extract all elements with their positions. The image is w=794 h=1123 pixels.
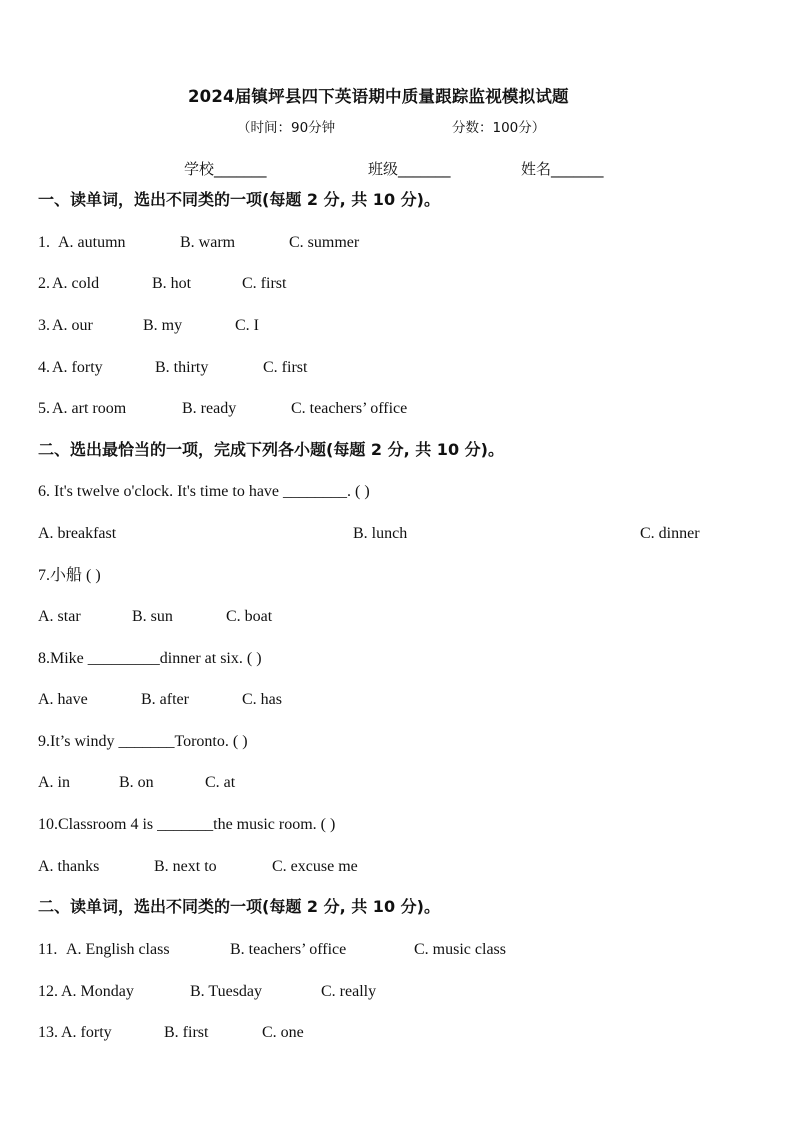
- option-a: A. Monday: [61, 983, 134, 1000]
- option-b: B. Tuesday: [190, 983, 263, 1000]
- option-c: C. first: [263, 359, 308, 376]
- exam-score: 分数：100分）: [452, 120, 546, 136]
- question-10-option-b: B. next to: [154, 858, 217, 875]
- option-a: A. autumn: [58, 234, 126, 251]
- question-number: 2.: [38, 275, 50, 292]
- option-b: B. ready: [182, 400, 237, 417]
- question-9-option-c: C. at: [205, 774, 236, 791]
- question-12: [38, 982, 377, 1002]
- question-13: [38, 1023, 304, 1043]
- question-10-option-c: C. excuse me: [272, 858, 358, 875]
- question-number: 11.: [38, 941, 58, 958]
- option-a: A. cold: [52, 275, 100, 292]
- option-b: B. teachers’ office: [230, 941, 347, 958]
- question-number: 1.: [38, 234, 50, 251]
- question-number: 5.: [38, 400, 50, 417]
- question-number: 12.: [38, 983, 58, 1000]
- class-field: 班级_______: [368, 160, 451, 178]
- option-c: C. teachers’ office: [291, 400, 408, 417]
- question-7-option-a: A. star: [38, 608, 81, 625]
- question-8-option-b: B. after: [141, 691, 189, 708]
- question-7-option-c: C. boat: [226, 608, 273, 625]
- question-8-option-a: A. have: [38, 691, 88, 708]
- option-c: C. one: [262, 1024, 304, 1041]
- option-b: B. warm: [180, 234, 236, 251]
- question-1: [38, 233, 360, 253]
- option-c: C. music class: [414, 941, 506, 958]
- question-10-option-a: A. thanks: [38, 858, 100, 875]
- option-a: A. forty: [52, 359, 103, 376]
- school-field: 学校_______: [184, 160, 267, 178]
- page-title: 2024届镇坪县四下英语期中质量跟踪监视模拟试题: [188, 87, 569, 106]
- section-1-heading: 一、读单词，选出不同类的一项(每题 2 分, 共 10 分)。: [38, 190, 440, 209]
- question-10-stem: 10.Classroom 4 is _______the music room. ( ): [38, 816, 336, 833]
- question-5: [38, 399, 408, 419]
- option-c: C. really: [321, 983, 377, 1000]
- question-6-option-a: A. breakfast: [38, 525, 117, 542]
- exam-time: （时间：90分钟: [237, 120, 336, 136]
- name-field: 姓名_______: [521, 160, 604, 178]
- option-c: C. I: [235, 317, 259, 334]
- question-number: 3.: [38, 317, 50, 334]
- question-11: [38, 940, 506, 960]
- option-b: B. my: [143, 317, 183, 334]
- option-a: A. art room: [52, 400, 127, 417]
- question-4: [38, 358, 308, 378]
- question-7-option-b: B. sun: [132, 608, 173, 625]
- question-3: [38, 316, 259, 336]
- option-b: B. first: [164, 1024, 209, 1041]
- question-9-stem: 9.It’s windy _______Toronto. ( ): [38, 733, 248, 750]
- question-number: 13.: [38, 1024, 58, 1041]
- option-a: A. forty: [61, 1024, 112, 1041]
- question-number: 4.: [38, 359, 50, 376]
- question-6-option-c: C. dinner: [640, 525, 700, 542]
- option-a: A. English class: [66, 941, 170, 958]
- option-c: C. first: [242, 275, 287, 292]
- question-9-option-b: B. on: [119, 774, 154, 791]
- option-c: C. summer: [289, 234, 360, 251]
- question-7-stem: 7.小船 ( ): [38, 567, 101, 584]
- section-3-heading: 二、读单词，选出不同类的一项(每题 2 分, 共 10 分)。: [38, 897, 440, 916]
- question-6-stem: 6. It's twelve o'clock. It's time to have ________. ( ): [38, 483, 370, 500]
- section-2-heading: 二、选出最恰当的一项，完成下列各小题(每题 2 分, 共 10 分)。: [38, 440, 504, 459]
- option-b: B. hot: [152, 275, 192, 292]
- question-8-option-c: C. has: [242, 691, 282, 708]
- option-b: B. thirty: [155, 359, 209, 376]
- question-6-option-b: B. lunch: [353, 525, 408, 542]
- option-a: A. our: [52, 317, 93, 334]
- question-8-stem: 8.Mike _________dinner at six. ( ): [38, 650, 262, 667]
- question-9-option-a: A. in: [38, 774, 70, 791]
- question-2: [38, 274, 287, 294]
